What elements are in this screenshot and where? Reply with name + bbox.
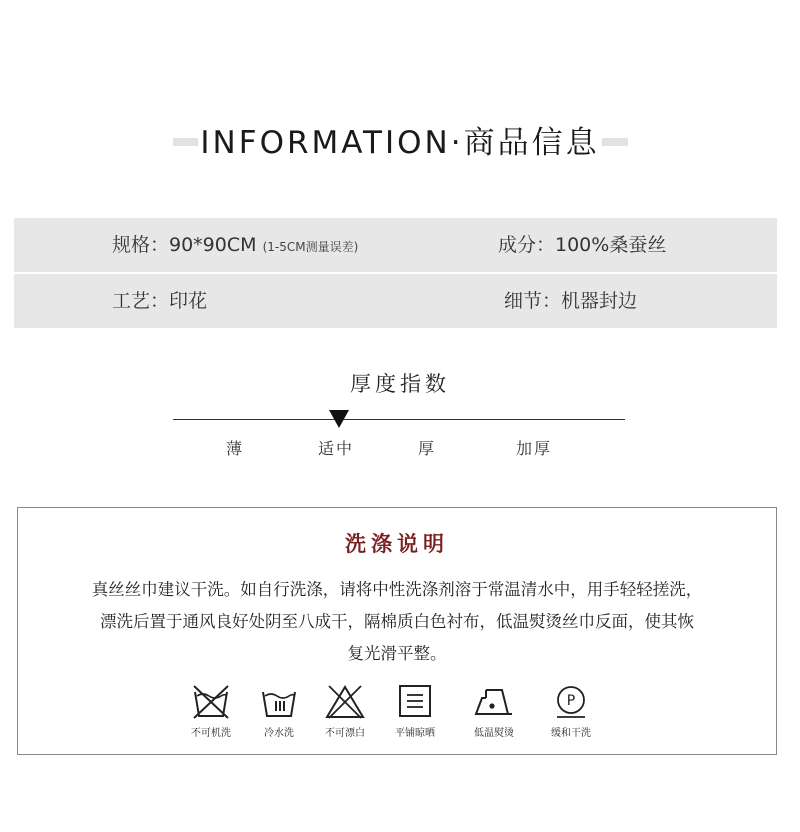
spec-size-value: 规格：90*90CM (112, 234, 257, 256)
thickness-level-thin: 薄 (226, 439, 245, 458)
care-label: 不可漂白 (325, 728, 365, 739)
care-item-no-bleach (313, 684, 377, 739)
care-item-gentle-dry-clean (539, 684, 603, 739)
information-header (0, 118, 800, 168)
washing-instructions-box (17, 507, 777, 755)
care-item-cold-wash (247, 684, 311, 739)
thickness-title: 厚度指数 (350, 372, 450, 396)
no-bleach-icon (325, 684, 365, 720)
washing-line: 复光滑平整。 (347, 644, 447, 663)
care-item-flat-dry (383, 684, 447, 739)
spec-row-2 (14, 274, 777, 328)
spec-row-1 (14, 218, 777, 272)
care-label: 不可机洗 (191, 728, 231, 739)
flat-dry-icon (395, 684, 435, 720)
care-label: 缓和干洗 (551, 728, 591, 739)
washing-line: 漂洗后置于通风良好处阴至八成干，隔棉质白色衬布，低温熨烫丝巾反面，使其恢 (100, 612, 694, 631)
thickness-level-medium: 适中 (318, 439, 355, 458)
spec-detail: 细节：机器封边 (504, 290, 638, 312)
thickness-level-extra-thick: 加厚 (516, 439, 553, 458)
care-item-low-iron (462, 684, 526, 739)
no-machine-wash-icon (191, 684, 231, 720)
dry-clean-p-symbol: P (566, 693, 576, 709)
care-label: 冷水洗 (264, 728, 294, 739)
spec-size-note: (1-5CM测量误差) (262, 240, 359, 254)
care-label: 低温熨烫 (474, 728, 514, 739)
low-iron-icon (472, 684, 516, 720)
thickness-marker-icon (329, 410, 349, 428)
gentle-dry-clean-icon (551, 684, 591, 720)
spec-size (112, 218, 358, 274)
page-title: INFORMATION·商品信息 (200, 125, 600, 161)
cold-wash-icon (259, 684, 299, 720)
care-item-no-machine-wash (179, 684, 243, 739)
thickness-scale-line (173, 419, 625, 420)
thickness-level-thick: 厚 (418, 439, 437, 458)
washing-title: 洗涤说明 (345, 532, 449, 556)
spec-craft: 工艺：印花 (112, 290, 208, 312)
washing-text (18, 574, 776, 670)
washing-line: 真丝丝巾建议干洗。如自行洗涤，请将中性洗涤剂溶于常温清水中，用手轻轻搓洗， (91, 580, 703, 599)
spec-material: 成分：100%桑蚕丝 (498, 234, 667, 256)
care-label: 平铺晾晒 (395, 728, 435, 739)
